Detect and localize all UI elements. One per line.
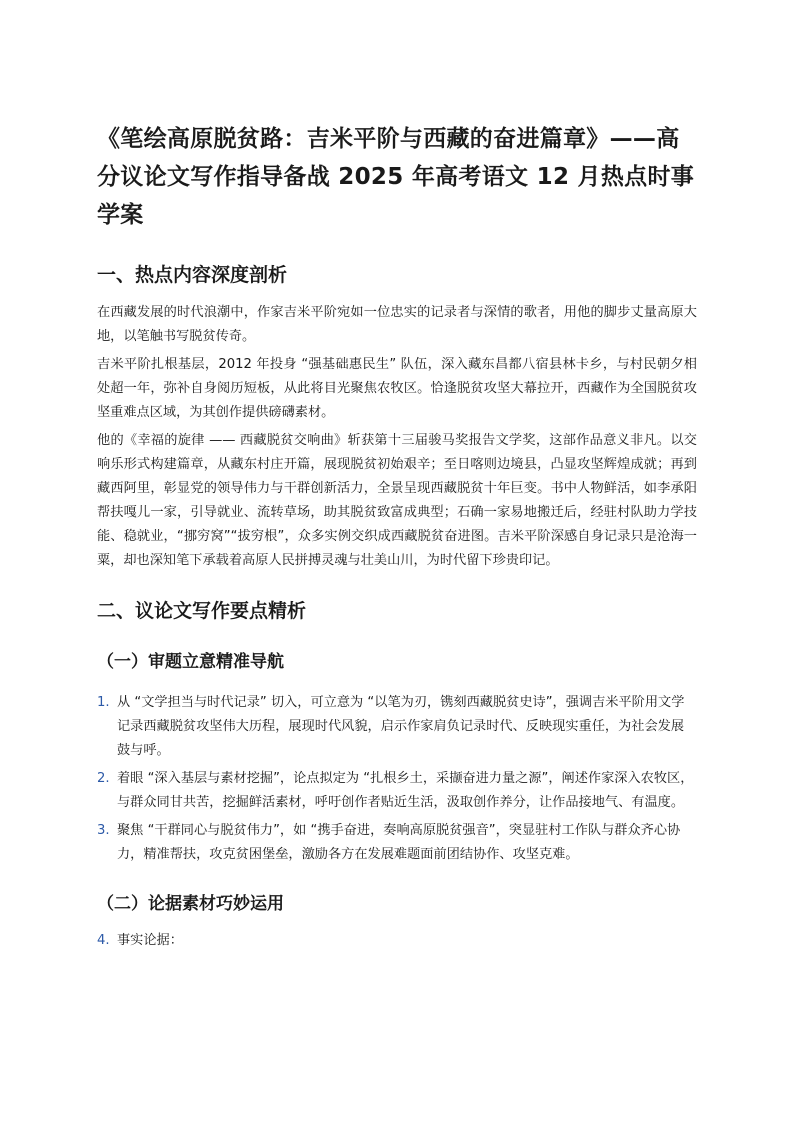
- list-item: [97, 819, 697, 867]
- paragraph: 他的《幸福的旋律 —— 西藏脱贫交响曲》斩获第十三届骏马奖报告文学奖，这部作品意义非凡。以交响乐形式构建篇章，从藏东村庄开篇，展现脱贫初始艰辛；至日喀则边境县，凸显攻坚辉煌成就；再到藏西阿里，彰显党的领导伟力与干群创新活力，全景呈现西藏脱贫十年巨变。书中人物鲜活，如李承阳帮扶嘎儿一家，引导就业、流转草场，助其脱贫致富成典型；石确一家易地搬迁后，经驻村队助力学技能、稳就业，“挪穷窝”“拔穷根”，众多实例交织成西藏脱贫奋进图。吉米平阶深感自身记录只是沧海一粟，却也深知笔下承载着高原人民拼搏灵魂与壮美山川，为时代留下珍贵印记。: [97, 433, 697, 568]
- document-page: [97, 120, 697, 953]
- list-item-text: 聚焦 “干群同心与脱贫伟力”，如 “携手奋进，奏响高原脱贫强音”，突显驻村工作队与群众齐心协力，精准帮扶，攻克贫困堡垒，激励各方在发展难题面前团结协作、攻坚克难。: [117, 823, 681, 862]
- list-item: [97, 767, 697, 815]
- paragraph: 吉米平阶扎根基层，2012 年投身 “强基础惠民生” 队伍，深入藏东昌都八宿县林卡乡，与村民朝夕相处超一年，弥补自身阅历短板，从此将目光聚焦农牧区。恰逢脱贫攻坚大幕拉开，西藏作为全国脱贫攻坚重难点区域，为其创作提供磅礴素材。: [97, 357, 697, 420]
- list-number: 4.: [97, 933, 110, 948]
- subsection-heading-evidence: （二）论据素材巧妙运用: [97, 894, 284, 914]
- list-item-text: 着眼 “深入基层与素材挖掘”，论点拟定为 “扎根乡土，采撷奋进力量之源”，阐述作家深入农牧区，与群众同甘共苦，挖掘鲜活素材，呼吁创作者贴近生活，汲取创作养分，让作品接地气、有温度。: [117, 771, 694, 810]
- list-item-text: 从 “文学担当与时代记录” 切入，可立意为 “以笔为刃，镌刻西藏脱贫史诗”，强调吉米平阶用文学记录西藏脱贫攻坚伟大历程，展现时代风貌，启示作家肩负记录时代、反映现实重任，为社会发展鼓与呼。: [117, 695, 685, 758]
- list-item: [97, 929, 697, 953]
- evidence-list: [97, 929, 697, 953]
- paragraph: 在西藏发展的时代浪潮中，作家吉米平阶宛如一位忠实的记录者与深情的歌者，用他的脚步丈量高原大地，以笔触书写脱贫传奇。: [97, 305, 697, 344]
- list-item: [97, 691, 697, 763]
- list-number: 3.: [97, 823, 110, 838]
- list-number: 1.: [97, 695, 110, 710]
- section-heading-writing: 二、议论文写作要点精析: [97, 600, 307, 622]
- list-item-text: 事实论据：: [117, 933, 183, 948]
- document-title: 《笔绘高原脱贫路：吉米平阶与西藏的奋进篇章》——高分议论文写作指导备战 2025 年高考语文 12 月热点时事 学案: [97, 126, 695, 228]
- subsection-heading-topic: （一）审题立意精准导航: [97, 652, 284, 672]
- list-number: 2.: [97, 771, 110, 786]
- topic-list: [97, 691, 697, 867]
- section-heading-analysis: 一、热点内容深度剖析: [97, 264, 288, 286]
